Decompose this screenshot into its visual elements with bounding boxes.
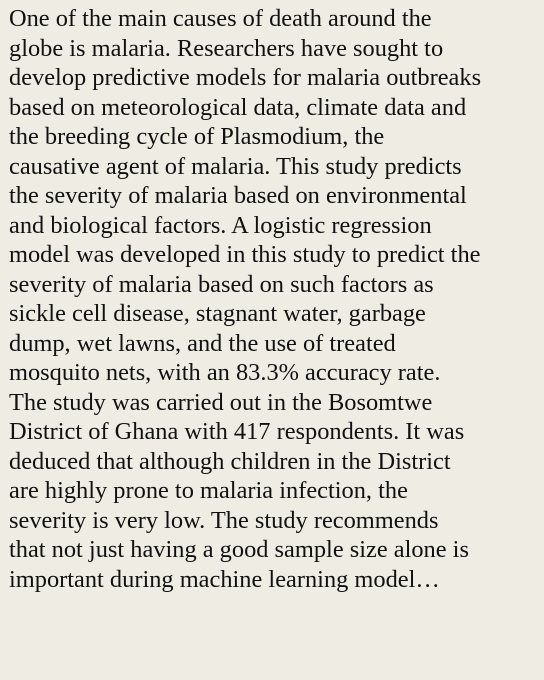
abstract-line: develop predictive models for malaria outbreaks: [9, 64, 482, 91]
abstract-line: that not just having a good sample size alone is: [9, 536, 469, 563]
abstract-line: based on meteorological data, climate data and: [9, 93, 467, 121]
abstract-line: and biological factors. A logistic regression: [9, 211, 432, 239]
abstract-line: District of Ghana with 417 respondents. It was: [9, 418, 465, 445]
abstract-line: important during machine learning model…: [9, 565, 440, 593]
abstract-line: causative agent of malaria. This study predicts: [9, 152, 462, 180]
abstract-line: severity is very low. The study recommends: [9, 506, 439, 534]
abstract-line: deduced that although children in the District: [9, 447, 451, 475]
abstract-line: the breeding cycle of Plasmodium, the: [9, 123, 385, 150]
abstract-line: mosquito nets, with an 83.3% accuracy rate.: [9, 359, 441, 386]
abstract-line: One of the main causes of death around the: [9, 5, 432, 32]
abstract-line: are highly prone to malaria infection, the: [9, 477, 408, 504]
abstract-line: model was developed in this study to predict the: [9, 241, 481, 268]
abstract-line: The study was carried out in the Bosomtwe: [9, 388, 433, 416]
abstract-line: globe is malaria. Researchers have sought to: [9, 34, 444, 62]
abstract-line: the severity of malaria based on environmental: [9, 182, 467, 209]
abstract-line: sickle cell disease, stagnant water, garbage: [9, 300, 426, 327]
abstract-line: dump, wet lawns, and the use of treated: [9, 329, 396, 357]
abstract-text: [9, 4, 538, 594]
abstract-line: severity of malaria based on such factors as: [9, 270, 434, 298]
